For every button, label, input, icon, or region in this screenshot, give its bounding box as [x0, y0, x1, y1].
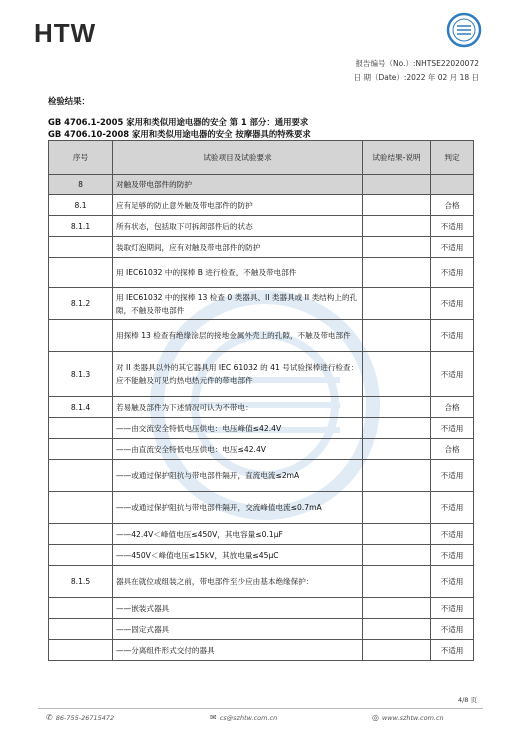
table-row [49, 288, 474, 320]
table-row [49, 175, 474, 195]
row-desc: 器具在就位或组装之前，带电部件至少应由基本绝缘保护： [113, 566, 363, 598]
standard-title-2: GB 4706.10-2008 家用和类似用途电器的安全 按摩器具的特殊要求 [48, 129, 311, 139]
table-row [49, 524, 474, 545]
row-verdict: 不适用 [431, 545, 474, 566]
row-result [363, 492, 431, 524]
row-verdict: 不适用 [431, 566, 474, 598]
row-result [363, 397, 431, 418]
row-verdict: 合格 [431, 397, 474, 418]
table-row [49, 352, 474, 397]
table-row [49, 418, 474, 439]
page-number: 4/8 页 [457, 696, 477, 704]
row-result [363, 619, 431, 640]
row-result [363, 598, 431, 619]
globe-icon: ◎ [372, 713, 379, 722]
row-result [363, 195, 431, 216]
row-desc: 对 II 类器具以外的其它器具用 IEC 61032 的 41 号试验探棒进行检查：应不能触及可见灼热电热元件的带电部件 [113, 352, 363, 397]
certification-seal-icon [446, 12, 482, 48]
row-desc: 用 IEC61032 中的探棒 13 检查 0 类器具、II 类器具或 II 类结构上的孔隙，不触及带电部件 [113, 288, 363, 320]
row-verdict: 不适用 [431, 258, 474, 288]
row-result [363, 640, 431, 661]
row-result [363, 237, 431, 258]
row-no [49, 237, 113, 258]
email-icon: ✉ [210, 713, 217, 722]
row-no [49, 439, 113, 460]
table-row [49, 216, 474, 237]
row-verdict: 不适用 [431, 216, 474, 237]
row-desc: ——由交流安全特低电压供电：电压峰值≤42.4V [113, 418, 363, 439]
row-desc: ——嵌装式器具 [113, 598, 363, 619]
report-number: 报告编号（No.）:NHTSE22020072 [355, 59, 479, 68]
row-desc: ——42.4V＜峰值电压≤450V，其电容量≤0.1μF [113, 524, 363, 545]
row-no: 8 [49, 175, 113, 195]
table-row [49, 320, 474, 352]
row-no [49, 619, 113, 640]
row-verdict: 合格 [431, 439, 474, 460]
row-result [363, 352, 431, 397]
row-desc: ——由直流安全特低电压供电：电压≤42.4V [113, 439, 363, 460]
row-verdict: 不适用 [431, 598, 474, 619]
row-desc: ——分离组件形式交付的器具 [113, 640, 363, 661]
table-row [49, 545, 474, 566]
row-verdict: 不适用 [431, 460, 474, 492]
company-logo: HTW [34, 18, 97, 48]
header-no: 序号 [49, 141, 113, 175]
footer-phone [46, 713, 114, 722]
email-text[interactable]: cs@szhtw.com.cn [219, 713, 278, 722]
row-no [49, 418, 113, 439]
row-result [363, 545, 431, 566]
row-desc: ——或通过保护阻抗与带电部件隔开，交流峰值电流≤0.7mA [113, 492, 363, 524]
website-text[interactable]: www.szhtw.com.cn [381, 713, 444, 722]
row-desc: 若易触及部件为下述情况可认为不带电： [113, 397, 363, 418]
row-result [363, 418, 431, 439]
row-desc: 用探棒 13 检查有绝缘涂层的接地金属外壳上的孔隙，不触及带电部件 [113, 320, 363, 352]
row-no: 8.1.4 [49, 397, 113, 418]
row-result [363, 216, 431, 237]
row-no [49, 460, 113, 492]
row-result [363, 175, 431, 195]
row-no: 8.1.2 [49, 288, 113, 320]
row-result [363, 258, 431, 288]
row-no: 8.1 [49, 195, 113, 216]
row-desc: 对触及带电部件的防护 [113, 175, 363, 195]
table-row [49, 492, 474, 524]
row-no: 8.1.5 [49, 566, 113, 598]
row-verdict: 不适用 [431, 320, 474, 352]
row-no [49, 524, 113, 545]
row-desc: ——固定式器具 [113, 619, 363, 640]
table-row [49, 237, 474, 258]
row-no [49, 258, 113, 288]
header-result: 试验结果-说明 [363, 141, 431, 175]
row-result [363, 524, 431, 545]
section-title: 检验结果： [48, 96, 90, 106]
standard-title-1: GB 4706.1-2005 家用和类似用途电器的安全 第 1 部分：通用要求 [48, 117, 309, 127]
row-no [49, 545, 113, 566]
table-row [49, 439, 474, 460]
phone-text: 86-755-26715472 [55, 713, 115, 722]
row-verdict: 不适用 [431, 418, 474, 439]
footer-email[interactable] [210, 713, 277, 722]
header-item: 试验项目及试验要求 [113, 141, 363, 175]
table-row [49, 397, 474, 418]
table-row [49, 460, 474, 492]
table-row [49, 598, 474, 619]
row-verdict: 不适用 [431, 492, 474, 524]
row-result [363, 288, 431, 320]
report-date: 日 期（Date）:2022 年 02 月 18 日 [353, 73, 479, 82]
row-desc: 所有状态，包括取下可拆卸部件后的状态 [113, 216, 363, 237]
table-row [49, 566, 474, 598]
header-verdict: 判定 [431, 141, 474, 175]
row-verdict: 不适用 [431, 524, 474, 545]
results-table [48, 140, 474, 661]
row-no [49, 640, 113, 661]
table-row [49, 258, 474, 288]
row-result [363, 566, 431, 598]
row-no [49, 598, 113, 619]
row-no [49, 320, 113, 352]
row-verdict: 不适用 [431, 619, 474, 640]
table-row [49, 640, 474, 661]
row-verdict: 不适用 [431, 237, 474, 258]
row-no: 8.1.1 [49, 216, 113, 237]
table-row [49, 195, 474, 216]
row-verdict: 不适用 [431, 640, 474, 661]
row-desc: 用 IEC61032 中的探棒 B 进行检查，不触及带电部件 [113, 258, 363, 288]
row-no [49, 492, 113, 524]
row-verdict [431, 175, 474, 195]
row-desc: 装取灯泡期间，应有对触及带电部件的防护 [113, 237, 363, 258]
row-no: 8.1.3 [49, 352, 113, 397]
row-verdict: 合格 [431, 195, 474, 216]
row-desc: ——或通过保护阻抗与带电部件隔开，直流电流≤2mA [113, 460, 363, 492]
row-desc: ——450V＜峰值电压≤15kV，其放电量≤45μC [113, 545, 363, 566]
row-result [363, 460, 431, 492]
row-verdict: 不适用 [431, 288, 474, 320]
row-result [363, 439, 431, 460]
row-desc: 应有足够的防止意外触及带电部件的防护 [113, 195, 363, 216]
phone-icon: ✆ [46, 713, 53, 722]
table-row [49, 619, 474, 640]
table-header-row [49, 141, 474, 175]
footer-website[interactable] [372, 713, 444, 722]
row-result [363, 320, 431, 352]
row-verdict: 不适用 [431, 352, 474, 397]
footer-divider [38, 708, 483, 709]
